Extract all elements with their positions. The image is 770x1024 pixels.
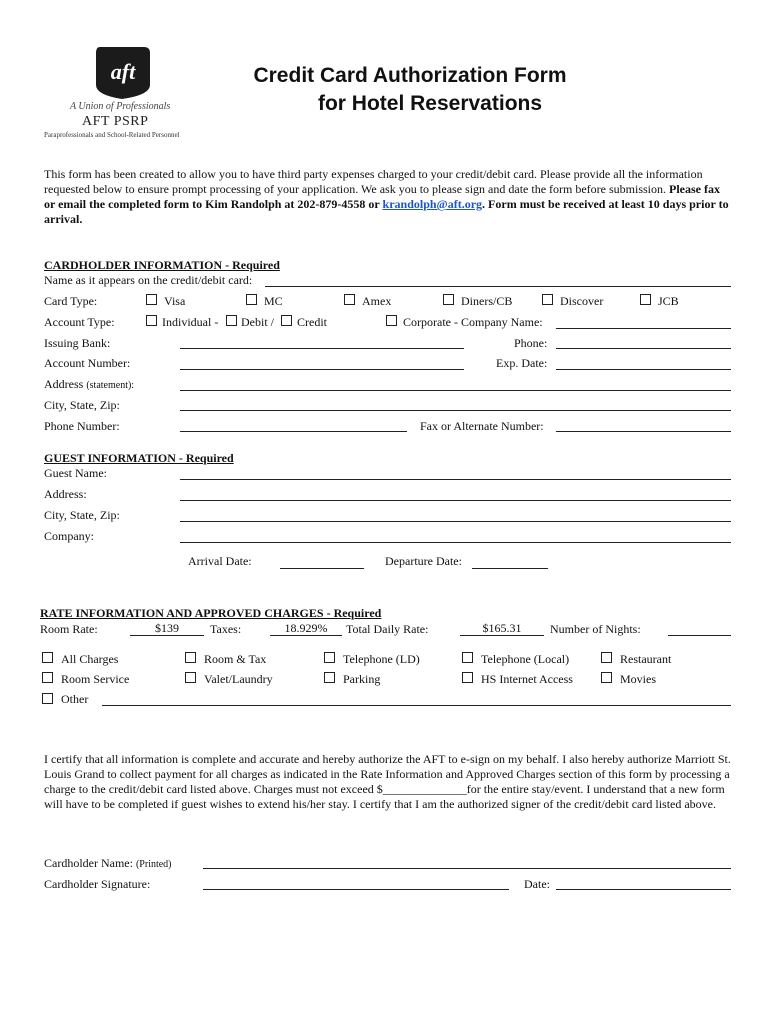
address-label-text: Address: [44, 377, 84, 391]
total-daily-rate-label: Total Daily Rate:: [346, 622, 429, 636]
phone-number-field[interactable]: [180, 431, 407, 432]
amex-label: Amex: [362, 294, 392, 308]
movies-checkbox[interactable]: [601, 672, 612, 683]
issuing-bank-label: Issuing Bank:: [44, 336, 111, 350]
restaurant-checkbox[interactable]: [601, 652, 612, 663]
telephone-local-label: Telephone (Local): [481, 652, 570, 666]
cardholder-header: CARDHOLDER INFORMATION - Required: [44, 258, 280, 272]
certification-paragraph: I certify that all information is complete and accurate and hereby authorize the AFT to e-sign on my behalf. I also hereby authorize Marriott St. Louis Grand to collect payment for all charges as indicated in the Rate Information and Approved Charges section of this form by processing a charge to the credit/debit card listed above. Charges must not exceed $______________for the entire stay/event. I understand that a new form will have to be completed if guest wishes to extend his/her stay. I certify that I am the authorized signer of the credit/debit card listed above.: [44, 752, 731, 811]
aft-logo: [92, 45, 154, 100]
address-field[interactable]: [180, 390, 731, 391]
room-rate-label: Room Rate:: [40, 622, 98, 636]
company-name-field[interactable]: [556, 328, 731, 329]
intro-bold: Please fax or email the completed form to Kim Randolph at 202-879-4558 or: [44, 182, 720, 211]
intro-text: This form has been created to allow you to have third party expenses charged to your credit/debit card. Please provide all the information requested below to ensure prompt processing of your application. We ask you to please sign and date the form before submission.: [44, 167, 703, 196]
valet-laundry-label: Valet/Laundry: [204, 672, 273, 686]
aft-logo-mark-icon: [92, 45, 154, 100]
departure-date-label: Departure Date:: [385, 554, 462, 568]
email-link[interactable]: krandolph@aft.org: [382, 197, 483, 211]
total-daily-rate-value[interactable]: $165.31: [460, 622, 544, 636]
intro-paragraph: [44, 167, 734, 227]
card-type-label: Card Type:: [44, 294, 98, 308]
logo-tagline: A Union of Professionals: [70, 101, 171, 112]
amex-checkbox[interactable]: [344, 294, 355, 305]
city-label: City, State, Zip:: [44, 398, 120, 412]
signature-date-field[interactable]: [556, 889, 731, 890]
account-number-field[interactable]: [180, 369, 464, 370]
debit-checkbox[interactable]: [226, 315, 237, 326]
guest-company-label: Company:: [44, 529, 94, 543]
rate-header: RATE INFORMATION AND APPROVED CHARGES - Required: [40, 606, 382, 620]
mc-label: MC: [264, 294, 283, 308]
arrival-date-label: Arrival Date:: [188, 554, 252, 568]
address-note: (statement):: [86, 380, 135, 391]
room-service-label: Room Service: [61, 672, 130, 686]
debit-label: Debit /: [241, 315, 274, 329]
logo-name: AFT PSRP: [82, 114, 149, 129]
restaurant-label: Restaurant: [620, 652, 672, 666]
other-checkbox[interactable]: [42, 693, 53, 704]
other-field[interactable]: [102, 705, 731, 706]
address-label: [44, 377, 134, 392]
cardholder-name-printed-label: [44, 856, 172, 871]
account-number-label: Account Number:: [44, 356, 131, 370]
taxes-value[interactable]: 18.929%: [270, 622, 342, 636]
bank-phone-field[interactable]: [556, 348, 731, 349]
fax-field[interactable]: [556, 431, 731, 432]
form-title-line2: for Hotel Reservations: [317, 92, 543, 115]
individual-label: Individual -: [162, 315, 219, 329]
mc-checkbox[interactable]: [246, 294, 257, 305]
guest-company-field[interactable]: [180, 542, 731, 543]
phone-number-label: Phone Number:: [44, 419, 120, 433]
hs-internet-checkbox[interactable]: [462, 672, 473, 683]
visa-checkbox[interactable]: [146, 294, 157, 305]
signature-date-label: Date:: [524, 877, 550, 891]
all-charges-checkbox[interactable]: [42, 652, 53, 663]
guest-name-label: Guest Name:: [44, 466, 107, 480]
bank-phone-label: Phone:: [514, 336, 548, 350]
corporate-label: Corporate - Company Name:: [403, 315, 543, 329]
credit-label: Credit: [297, 315, 327, 329]
movies-label: Movies: [620, 672, 656, 686]
logo-subtitle: Paraprofessionals and School-Related Personnel: [44, 131, 180, 139]
all-charges-label: All Charges: [61, 652, 119, 666]
room-service-checkbox[interactable]: [42, 672, 53, 683]
svg-text:aft: aft: [110, 59, 136, 84]
cardholder-name-printed-field[interactable]: [203, 868, 731, 869]
taxes-label: Taxes:: [210, 622, 242, 636]
printed-note: (Printed): [135, 859, 172, 870]
nights-field[interactable]: [668, 635, 731, 636]
nights-label: Number of Nights:: [550, 622, 641, 636]
guest-name-field[interactable]: [180, 479, 731, 480]
guest-address-label: Address:: [44, 487, 87, 501]
cardholder-signature-field[interactable]: [203, 889, 509, 890]
visa-label: Visa: [164, 294, 186, 308]
room-tax-label: Room & Tax: [204, 652, 267, 666]
printed-name-text: Cardholder Name:: [44, 856, 133, 870]
telephone-ld-checkbox[interactable]: [324, 652, 335, 663]
jcb-checkbox[interactable]: [640, 294, 651, 305]
guest-city-field[interactable]: [180, 521, 731, 522]
fax-label: Fax or Alternate Number:: [420, 419, 544, 433]
other-label: Other: [61, 692, 89, 706]
discover-label: Discover: [560, 294, 604, 308]
room-tax-checkbox[interactable]: [185, 652, 196, 663]
corporate-checkbox[interactable]: [386, 315, 397, 326]
diners-label: Diners/CB: [461, 294, 513, 308]
telephone-ld-label: Telephone (LD): [343, 652, 420, 666]
parking-checkbox[interactable]: [324, 672, 335, 683]
diners-checkbox[interactable]: [443, 294, 454, 305]
guest-address-field[interactable]: [180, 500, 731, 501]
departure-date-field[interactable]: [472, 568, 548, 569]
telephone-local-checkbox[interactable]: [462, 652, 473, 663]
arrival-date-field[interactable]: [280, 568, 364, 569]
exp-date-label: Exp. Date:: [496, 356, 548, 370]
intro-bold-end: . Form must be received at least 10 days prior to arrival.: [44, 197, 729, 226]
jcb-label: JCB: [658, 294, 679, 308]
credit-checkbox[interactable]: [281, 315, 292, 326]
hs-internet-label: HS Internet Access: [481, 672, 573, 686]
parking-label: Parking: [343, 672, 381, 686]
cardholder-name-label: Name as it appears on the credit/debit card:: [44, 273, 253, 287]
cardholder-signature-label: Cardholder Signature:: [44, 877, 151, 891]
room-rate-value[interactable]: $139: [130, 622, 204, 636]
individual-checkbox[interactable]: [146, 315, 157, 326]
exp-date-field[interactable]: [556, 369, 731, 370]
guest-header: GUEST INFORMATION - Required: [44, 451, 234, 465]
account-type-label: Account Type:: [44, 315, 115, 329]
discover-checkbox[interactable]: [542, 294, 553, 305]
form-title-line1: Credit Card Authorization Form: [253, 64, 567, 87]
city-field[interactable]: [180, 410, 731, 411]
guest-city-label: City, State, Zip:: [44, 508, 120, 522]
issuing-bank-field[interactable]: [180, 348, 464, 349]
cardholder-name-field[interactable]: [265, 286, 731, 287]
valet-laundry-checkbox[interactable]: [185, 672, 196, 683]
